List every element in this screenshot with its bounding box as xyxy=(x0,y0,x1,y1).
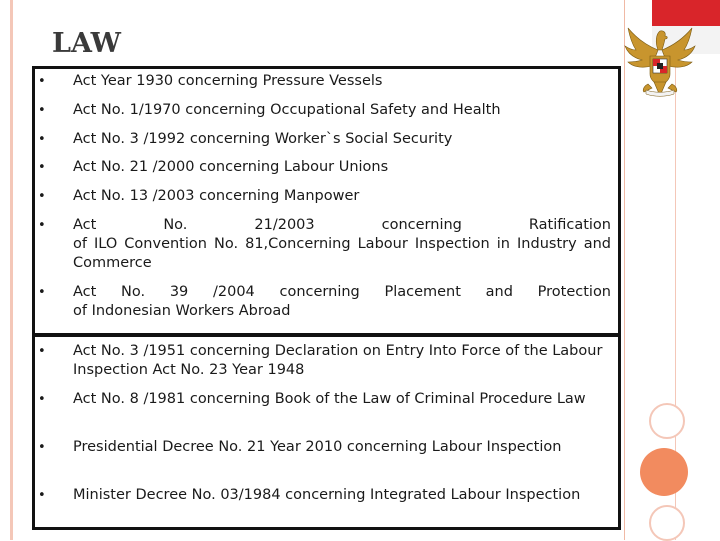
left-decorative-stripe xyxy=(10,0,13,540)
decorative-circle-filled xyxy=(640,448,688,496)
bullet: • xyxy=(38,392,46,407)
decorative-circle-outline-top xyxy=(649,403,685,439)
bullet: • xyxy=(38,132,46,147)
list-item-text: Act No. 1/1970 concerning Occupational Safety and Health xyxy=(73,102,501,118)
list-item xyxy=(38,216,611,273)
list-item-text: Act No. 8 /1981 concerning Book of the Law of Criminal Procedure Law xyxy=(73,391,586,407)
list-item xyxy=(38,101,611,120)
list-item xyxy=(38,486,611,505)
slide-title: LAW xyxy=(52,28,121,59)
list-item-text-continuation: of ILO Convention No. 81,Concerning Labour Inspection in Industry and Commerce xyxy=(73,236,611,271)
list-item-text: Presidential Decree No. 21 Year 2010 concerning Labour Inspection xyxy=(73,439,562,455)
list-item-text: Act No. 21 /2000 concerning Labour Unions xyxy=(73,159,389,175)
list-item xyxy=(38,72,611,91)
list-item-text: Act No. 3 /1992 concerning Worker`s Social Security xyxy=(73,131,453,147)
bullet: • xyxy=(38,488,46,503)
bullet: • xyxy=(38,103,46,118)
list-item xyxy=(38,283,611,321)
list-item-text xyxy=(73,283,611,321)
list-item xyxy=(38,342,611,380)
list-item-text-first-line: Act No. 39 /2004 concerning Placement and Protection xyxy=(73,284,611,300)
list-item xyxy=(38,130,611,149)
list-item-text: Minister Decree No. 03/1984 concerning Integrated Labour Inspection xyxy=(73,487,581,503)
list-item-text: Act No. 3 /1951 concerning Declaration on Entry Into Force of the Labour Inspection Act No. 23 Year 1948 xyxy=(73,343,603,378)
list-item-text: Act Year 1930 concerning Pressure Vessels xyxy=(73,73,383,89)
list-item xyxy=(38,390,611,409)
bullet: • xyxy=(38,160,46,175)
bullet: • xyxy=(38,74,46,89)
list-item-text-continuation: of Indonesian Workers Abroad xyxy=(73,303,291,319)
list-item xyxy=(38,158,611,177)
list-item xyxy=(38,438,611,457)
list-item-text: Act No. 13 /2003 concerning Manpower xyxy=(73,188,360,204)
bullet: • xyxy=(38,344,46,359)
bullet: • xyxy=(38,218,46,233)
bullet: • xyxy=(38,440,46,455)
list-item-text-first-line: Act No. 21/2003 concerning Ratification xyxy=(73,217,611,233)
list-item xyxy=(38,187,611,206)
list-item-text xyxy=(73,216,611,273)
decorative-circle-outline-bottom xyxy=(649,505,685,541)
bullet: • xyxy=(38,189,46,204)
bullet: • xyxy=(38,285,46,300)
garuda-emblem-icon xyxy=(622,20,698,100)
